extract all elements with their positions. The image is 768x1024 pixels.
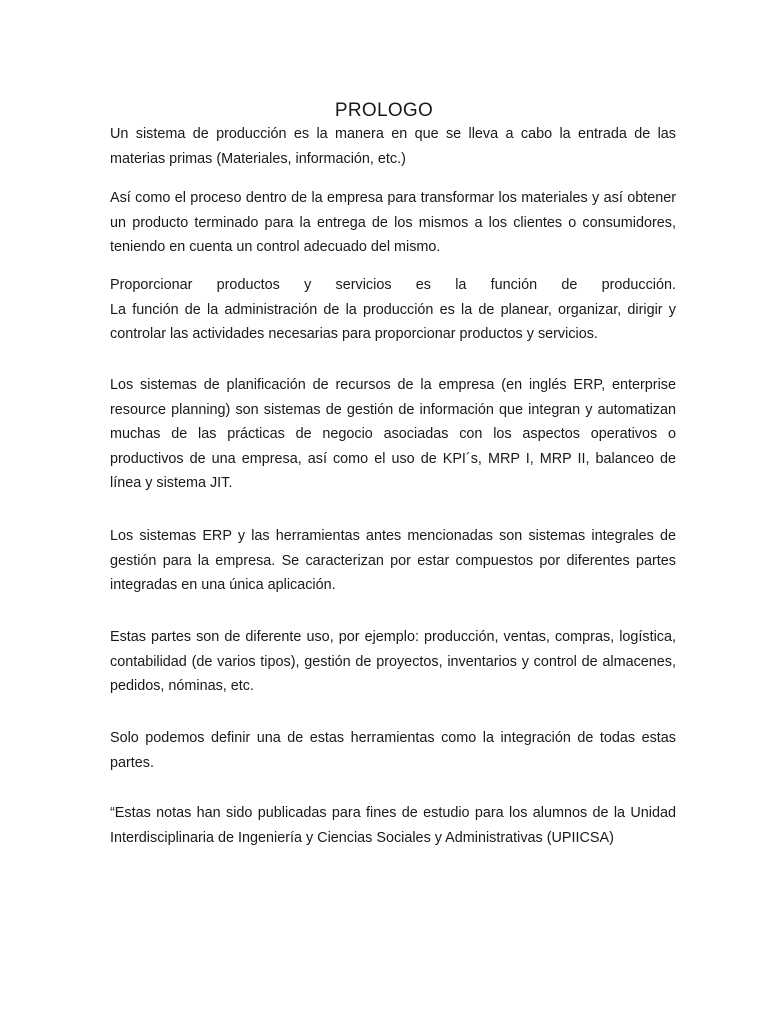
- production-function-line: Proporcionar productos y servicios es la función de producción.: [110, 277, 676, 293]
- page-title: PROLOGO: [334, 100, 434, 121]
- paragraph-integration: Solo podemos definir una de estas herramientas como la integración de todas estas partes.: [110, 730, 676, 771]
- paragraph-erp-definition: Los sistemas de planificación de recursos de la empresa (en inglés ERP, enterprise resource planning) son sistemas de gestión de información que integran y automatizan muchas de las prácticas de negocio asociadas con los aspectos operativos o productivos de una empresa, así como el uso de KPI´s, MRP I, MRP II, balanceo de línea y sistema JIT.: [110, 377, 676, 491]
- paragraph-erp-integral-systems: Los sistemas ERP y las herramientas antes mencionadas son sistemas integrales de gestión para la empresa. Se caracterizan por estar compuestos por diferentes partes integradas en una única aplicación.: [110, 528, 676, 593]
- administration-function-line: La función de la administración de la producción es la de planear, organizar, dirigir y controlar las actividades necesarias para proporcionar productos y servicios.: [110, 301, 676, 342]
- paragraph-erp-parts: Estas partes son de diferente uso, por ejemplo: producción, ventas, compras, logística, contabilidad (de varios tipos), gestión de proyectos, inventarios y control de almacenes, pedidos, nóminas, etc.: [110, 629, 676, 694]
- paragraph-production-function: [110, 273, 676, 347]
- paragraph-publication-note: “Estas notas han sido publicadas para fines de estudio para los alumnos de la Unidad Interdisciplinaria de Ingeniería y Ciencias Sociales y Administrativas (UPIICSA): [110, 805, 676, 846]
- paragraph-production-system: Un sistema de producción es la manera en que se lleva a cabo la entrada de las materias primas (Materiales, información, etc.): [110, 126, 676, 167]
- paragraph-transformation-process: Así como el proceso dentro de la empresa para transformar los materiales y así obtener un producto terminado para la entrega de los mismos a los clientes o consumidores, teniendo en cuenta un control adecuado del mismo.: [110, 190, 676, 255]
